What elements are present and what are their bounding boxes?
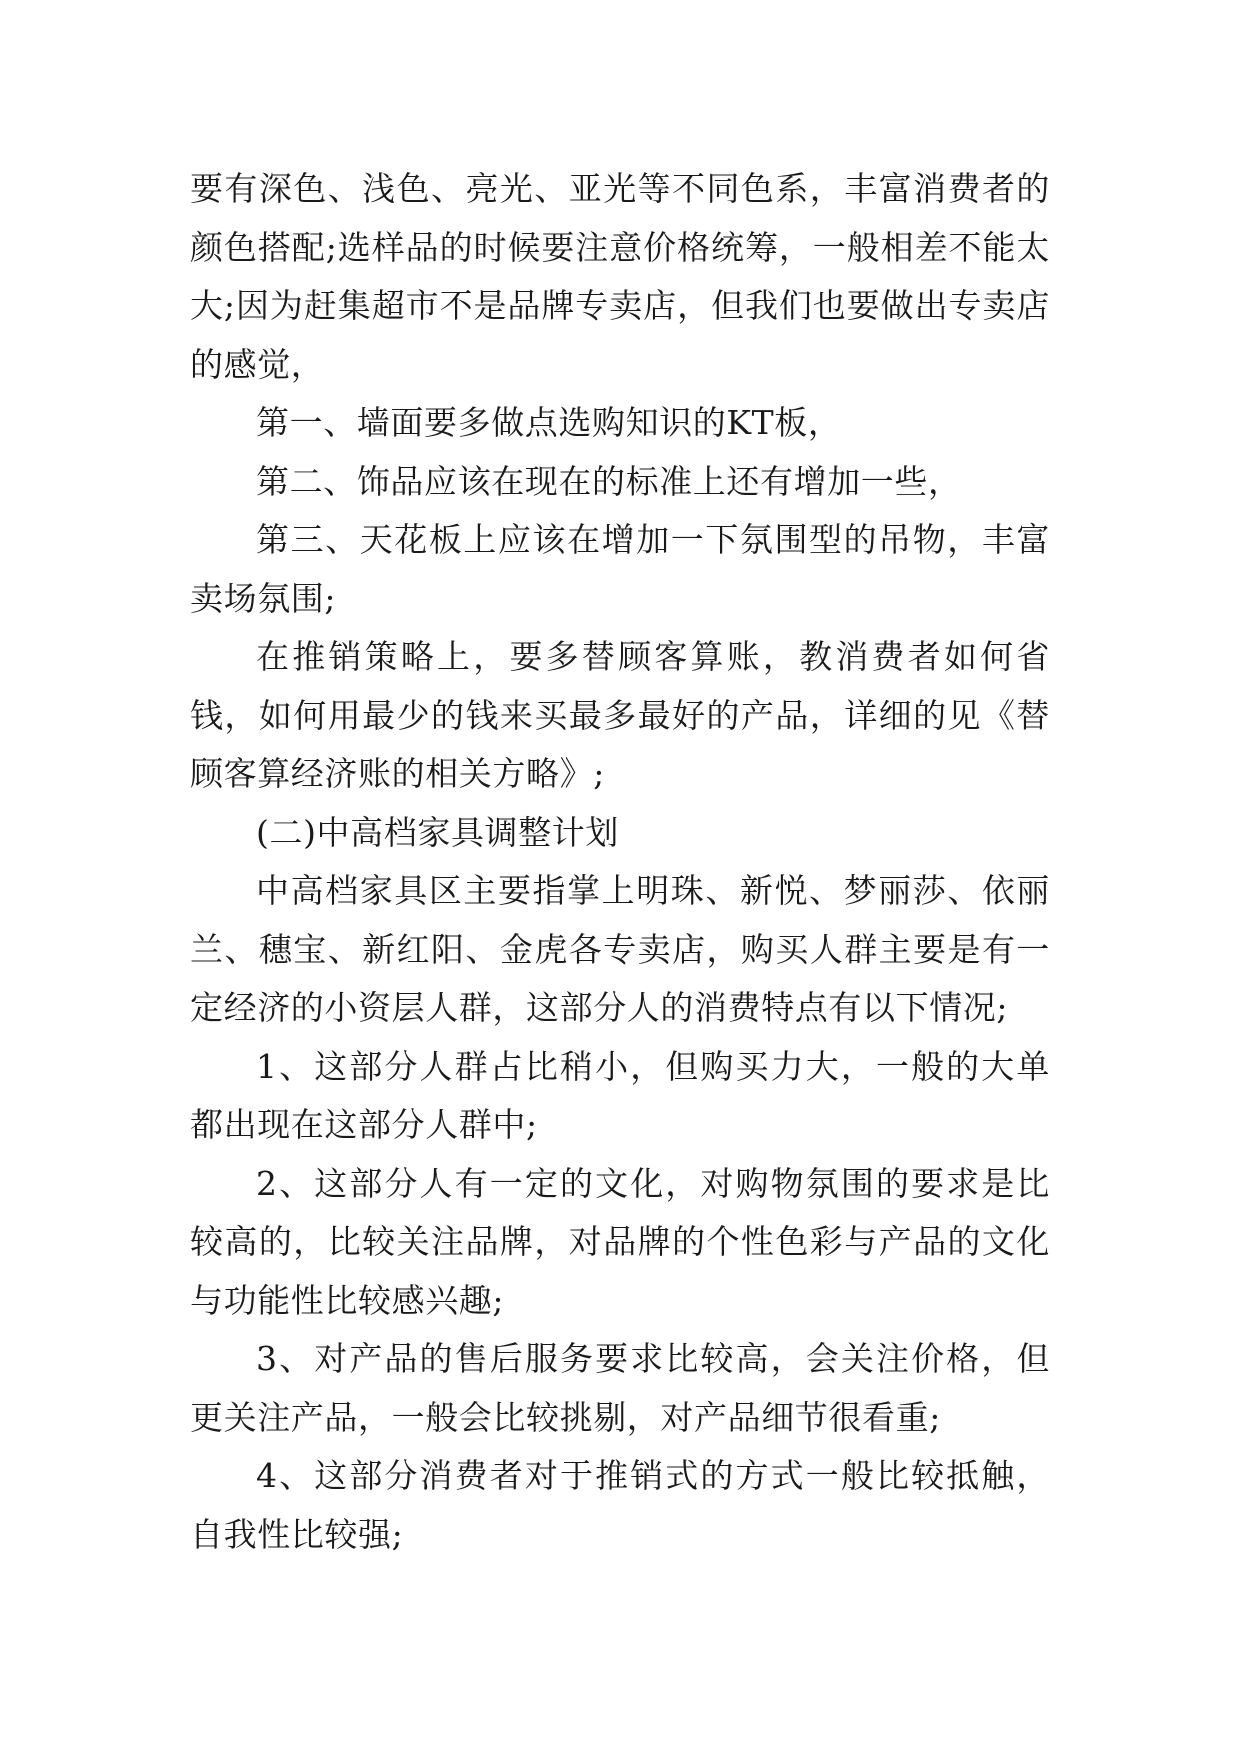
paragraph-high-end-overview: 中高档家具区主要指掌上明珠、新悦、梦丽莎、依丽兰、穗宝、新红阳、金虎各专卖店，购买人群主要是有一定经济的小资层人群，这部分人的消费特点有以下情况; xyxy=(190,871,1050,1027)
document-body xyxy=(190,160,1050,1564)
paragraph-color-matching: 要有深色、浅色、亮光、亚光等不同色系，丰富消费者的颜色搭配;选样品的时候要注意价格统筹，一般相差不能太大;因为赶集超市不是品牌专卖店，但我们也要做出专卖店的感觉， xyxy=(190,169,1050,384)
paragraph-sales-strategy: 在推销策略上，要多替顾客算账，教消费者如何省钱，如何用最少的钱来买最多最好的产品，详细的见《替顾客算经济账的相关方略》; xyxy=(190,637,1050,793)
list-item-4: 4、这部分消费者对于推销式的方式一般比较抵触，自我性比较强; xyxy=(190,1456,1050,1554)
paragraph-point-two: 第二、饰品应该在现在的标准上还有增加一些， xyxy=(256,461,962,501)
list-item-2: 2、这部分人有一定的文化，对购物氛围的要求是比较高的，比较关注品牌，对品牌的个性色彩与产品的文化与功能性比较感兴趣; xyxy=(190,1163,1050,1320)
list-item-3: 3、对产品的售后服务要求比较高，会关注价格，但更关注产品，一般会比较挑剔，对产品细节很看重; xyxy=(190,1339,1050,1437)
paragraph-point-three: 第三、天花板上应该在增加一下氛围型的吊物，丰富卖场氛围; xyxy=(190,520,1050,618)
list-item-1: 1、这部分人群占比稍小，但购买力大，一般的大单都出现在这部分人群中; xyxy=(190,1046,1050,1144)
section-heading: (二)中高档家具调整计划 xyxy=(256,812,619,852)
paragraph-point-one: 第一、墙面要多做点选购知识的KT板， xyxy=(256,403,842,442)
